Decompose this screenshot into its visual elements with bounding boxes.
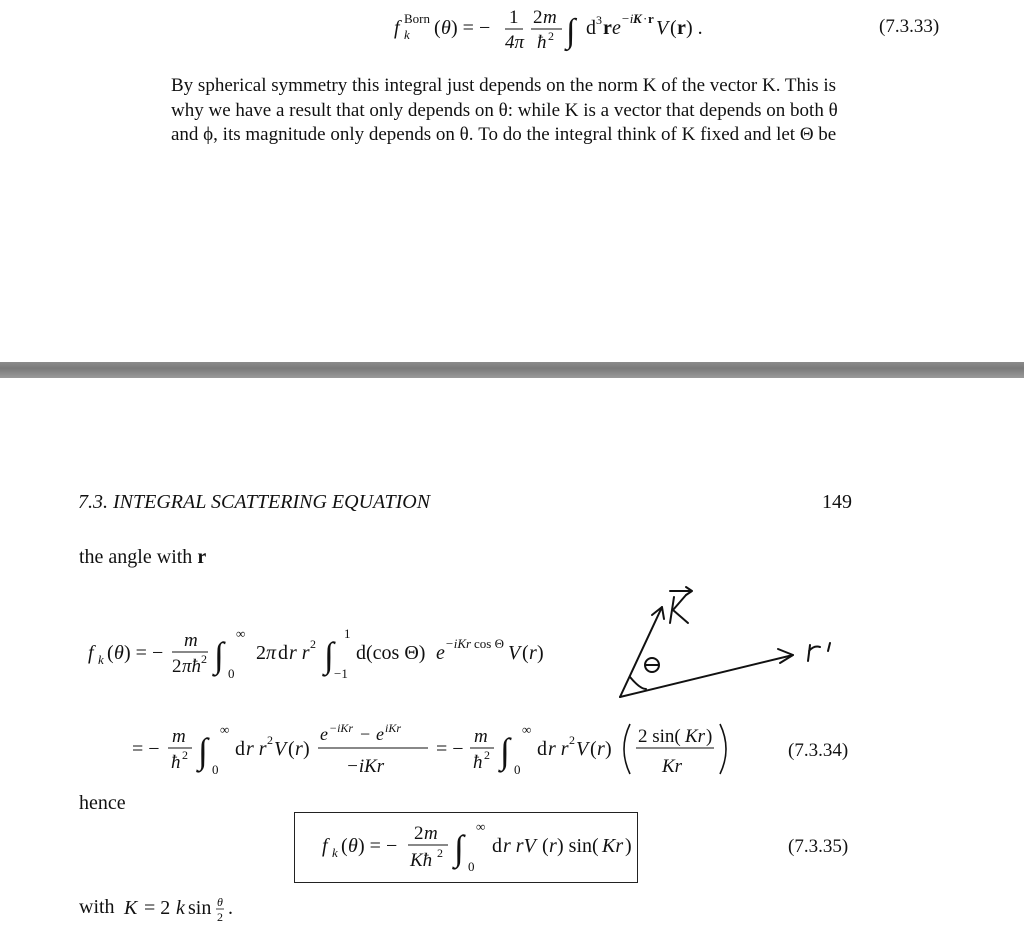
- svg-text:π: π: [266, 642, 277, 664]
- k-letter-diagonals: [673, 595, 688, 623]
- svg-text:): ): [605, 738, 612, 760]
- svg-text:2: 2: [267, 733, 273, 747]
- svg-text:r: r: [597, 738, 605, 760]
- svg-text:): ): [303, 738, 310, 760]
- svg-text:Kr: Kr: [602, 835, 624, 857]
- svg-text:(: (: [542, 835, 549, 857]
- svg-text:k: k: [98, 652, 104, 667]
- r-letter: [808, 645, 820, 661]
- hence-text: hence: [79, 792, 126, 814]
- svg-text:2: 2: [548, 29, 554, 43]
- svg-text:2: 2: [484, 748, 490, 762]
- section-header: 7.3. INTEGRAL SCATTERING EQUATION: [78, 491, 431, 513]
- svg-text:r: r: [549, 835, 557, 857]
- svg-text:= 2: = 2: [144, 897, 171, 919]
- with-line: [79, 896, 115, 919]
- svg-text:r r: r r: [246, 738, 267, 760]
- svg-text:) = −: ) = −: [358, 835, 398, 857]
- svg-text:): ): [625, 835, 632, 857]
- svg-text:∞: ∞: [220, 722, 230, 737]
- svg-text:θ: θ: [114, 642, 124, 664]
- svg-text:(: (: [670, 17, 677, 39]
- svg-text:= −: = −: [436, 738, 464, 760]
- svg-text:m: m: [184, 630, 198, 651]
- svg-text:V: V: [508, 642, 521, 664]
- svg-text:= −: = −: [132, 738, 160, 760]
- body-paragraph: [171, 74, 946, 148]
- svg-text:1: 1: [509, 7, 519, 28]
- svg-text:∫: ∫: [214, 635, 224, 675]
- svg-text:(: (: [107, 642, 114, 664]
- svg-text:(: (: [434, 17, 441, 39]
- svg-text:∫: ∫: [566, 13, 576, 50]
- svg-text:r: r: [295, 738, 303, 760]
- svg-text:∞: ∞: [236, 626, 246, 641]
- svg-text:f: f: [322, 835, 328, 857]
- svg-text:r: r: [648, 11, 654, 26]
- svg-text:2: 2: [256, 642, 266, 664]
- svg-text:∫: ∫: [324, 635, 334, 675]
- svg-text:) = −: ) = −: [451, 17, 491, 39]
- svg-text:3: 3: [596, 13, 602, 27]
- svg-text:∫: ∫: [198, 731, 208, 771]
- svg-text:−1: −1: [334, 666, 348, 681]
- svg-text:d: d: [586, 17, 596, 39]
- svg-text:2: 2: [182, 748, 188, 762]
- intro-line: [79, 546, 206, 569]
- svg-text:iKr: iKr: [385, 721, 402, 735]
- equation-number-7-3-35: (7.3.35): [788, 836, 849, 857]
- svg-text:k: k: [404, 27, 410, 42]
- equation-fk-evaluated: [130, 718, 740, 788]
- svg-text:) = −: ) = −: [124, 642, 164, 664]
- angle-arc: [630, 677, 646, 689]
- svg-text:d: d: [278, 642, 288, 664]
- svg-text:d: d: [235, 738, 245, 760]
- svg-text:K: K: [124, 897, 138, 919]
- svg-text:∫: ∫: [454, 828, 464, 868]
- page-divider: [0, 362, 1024, 378]
- svg-text:−iKr: −iKr: [445, 636, 472, 651]
- svg-text:e: e: [376, 724, 384, 744]
- svg-text:ħ: ħ: [473, 752, 483, 773]
- prime-mark: [828, 643, 830, 651]
- svg-text:(: (: [522, 642, 529, 664]
- svg-text:r: r: [529, 642, 537, 664]
- equation-number-7-3-33: (7.3.33): [879, 16, 940, 37]
- equation-born-amplitude: [390, 2, 750, 60]
- svg-text:e: e: [436, 642, 445, 664]
- svg-text:r: r: [677, 17, 686, 39]
- svg-text:m: m: [172, 726, 186, 747]
- svg-text:Born: Born: [404, 11, 430, 26]
- svg-text:−iKr: −iKr: [346, 756, 385, 777]
- svg-text:2: 2: [172, 656, 182, 677]
- k-vector-line: [620, 607, 662, 697]
- svg-text:d: d: [492, 835, 502, 857]
- svg-text:2: 2: [414, 823, 424, 844]
- svg-text:) .: ) .: [686, 17, 703, 39]
- svg-text:cos Θ: cos Θ: [474, 636, 504, 651]
- svg-text:θ: θ: [217, 895, 223, 909]
- equation-K-definition: [122, 892, 252, 928]
- svg-text:2 sin(: 2 sin(: [638, 726, 681, 747]
- svg-text:sin: sin: [188, 897, 212, 919]
- paragraph-line-2: why we have a result that only depends on θ: while K is a vector that depends on both θ: [171, 99, 838, 121]
- svg-text:m: m: [474, 726, 488, 747]
- svg-text:0: 0: [514, 762, 521, 777]
- svg-text:(: (: [590, 738, 597, 760]
- svg-text:−: −: [360, 724, 371, 744]
- paragraph-line-1: By spherical symmetry this integral just depends on the norm K of the vector K. This is: [171, 75, 837, 96]
- svg-text:): ): [706, 726, 713, 747]
- svg-text:V: V: [576, 738, 589, 760]
- page-number: 149: [822, 491, 852, 513]
- svg-text:m: m: [543, 7, 557, 28]
- svg-text:.: .: [228, 897, 233, 919]
- svg-text:e: e: [320, 724, 328, 744]
- svg-text:πħ: πħ: [182, 656, 202, 677]
- svg-text:2: 2: [569, 733, 575, 747]
- svg-text:−i: −i: [621, 11, 634, 26]
- svg-text:0: 0: [468, 859, 475, 874]
- svg-text:f: f: [88, 642, 94, 664]
- upper-page: [0, 0, 1024, 362]
- svg-text:∞: ∞: [476, 819, 486, 834]
- svg-text:0: 0: [228, 666, 235, 681]
- equation-number-7-3-34: (7.3.34): [788, 740, 849, 761]
- svg-text:∫: ∫: [500, 731, 510, 771]
- svg-text:m: m: [424, 823, 438, 844]
- svg-text:k: k: [332, 845, 338, 860]
- equation-fk-final: [318, 814, 638, 880]
- svg-text:2: 2: [437, 846, 443, 860]
- svg-text:ħ: ħ: [537, 32, 547, 53]
- k-arrow-over: [670, 587, 692, 595]
- with-text: with: [79, 896, 115, 918]
- svg-text:−iKr: −iKr: [329, 721, 354, 735]
- svg-text:) sin(: ) sin(: [557, 835, 599, 857]
- svg-text:K: K: [633, 11, 642, 26]
- svg-text:∞: ∞: [522, 722, 532, 737]
- svg-text:): ): [537, 642, 544, 664]
- svg-text:V: V: [274, 738, 287, 760]
- svg-text:r r: r r: [548, 738, 569, 760]
- svg-text:1: 1: [344, 626, 351, 641]
- svg-text:r rV: r rV: [503, 835, 536, 857]
- svg-text:r: r: [603, 17, 612, 39]
- svg-text:d(cos Θ): d(cos Θ): [356, 642, 426, 664]
- svg-text:(: (: [288, 738, 295, 760]
- svg-text:2: 2: [217, 910, 223, 924]
- paragraph-line-3: and ϕ, its magnitude only depends on θ. To do the integral think of K fixed and let Θ be: [171, 124, 837, 145]
- svg-text:e: e: [612, 17, 621, 39]
- svg-text:·: ·: [643, 11, 648, 26]
- svg-text:Kr: Kr: [685, 726, 706, 747]
- svg-text:k: k: [176, 897, 185, 919]
- svg-text:(: (: [341, 835, 348, 857]
- intro-bold-r: r: [197, 546, 207, 568]
- svg-text:2: 2: [533, 7, 543, 28]
- handwritten-vector-sketch: [600, 585, 860, 715]
- svg-text:0: 0: [212, 762, 219, 777]
- svg-text:θ: θ: [348, 835, 358, 857]
- svg-text:2: 2: [310, 637, 316, 651]
- svg-text:4π: 4π: [505, 32, 525, 53]
- svg-text:r r: r r: [289, 642, 310, 664]
- svg-text:ħ: ħ: [171, 752, 181, 773]
- svg-text:Kħ: Kħ: [410, 850, 433, 871]
- svg-text:θ: θ: [441, 17, 451, 39]
- svg-text:d: d: [537, 738, 547, 760]
- svg-text:2: 2: [201, 652, 207, 666]
- intro-text: the angle with: [79, 546, 193, 568]
- equation-fk-integral: [84, 620, 574, 690]
- svg-text:f: f: [394, 17, 400, 39]
- svg-text:Kr: Kr: [662, 756, 683, 777]
- svg-text:V: V: [656, 17, 669, 39]
